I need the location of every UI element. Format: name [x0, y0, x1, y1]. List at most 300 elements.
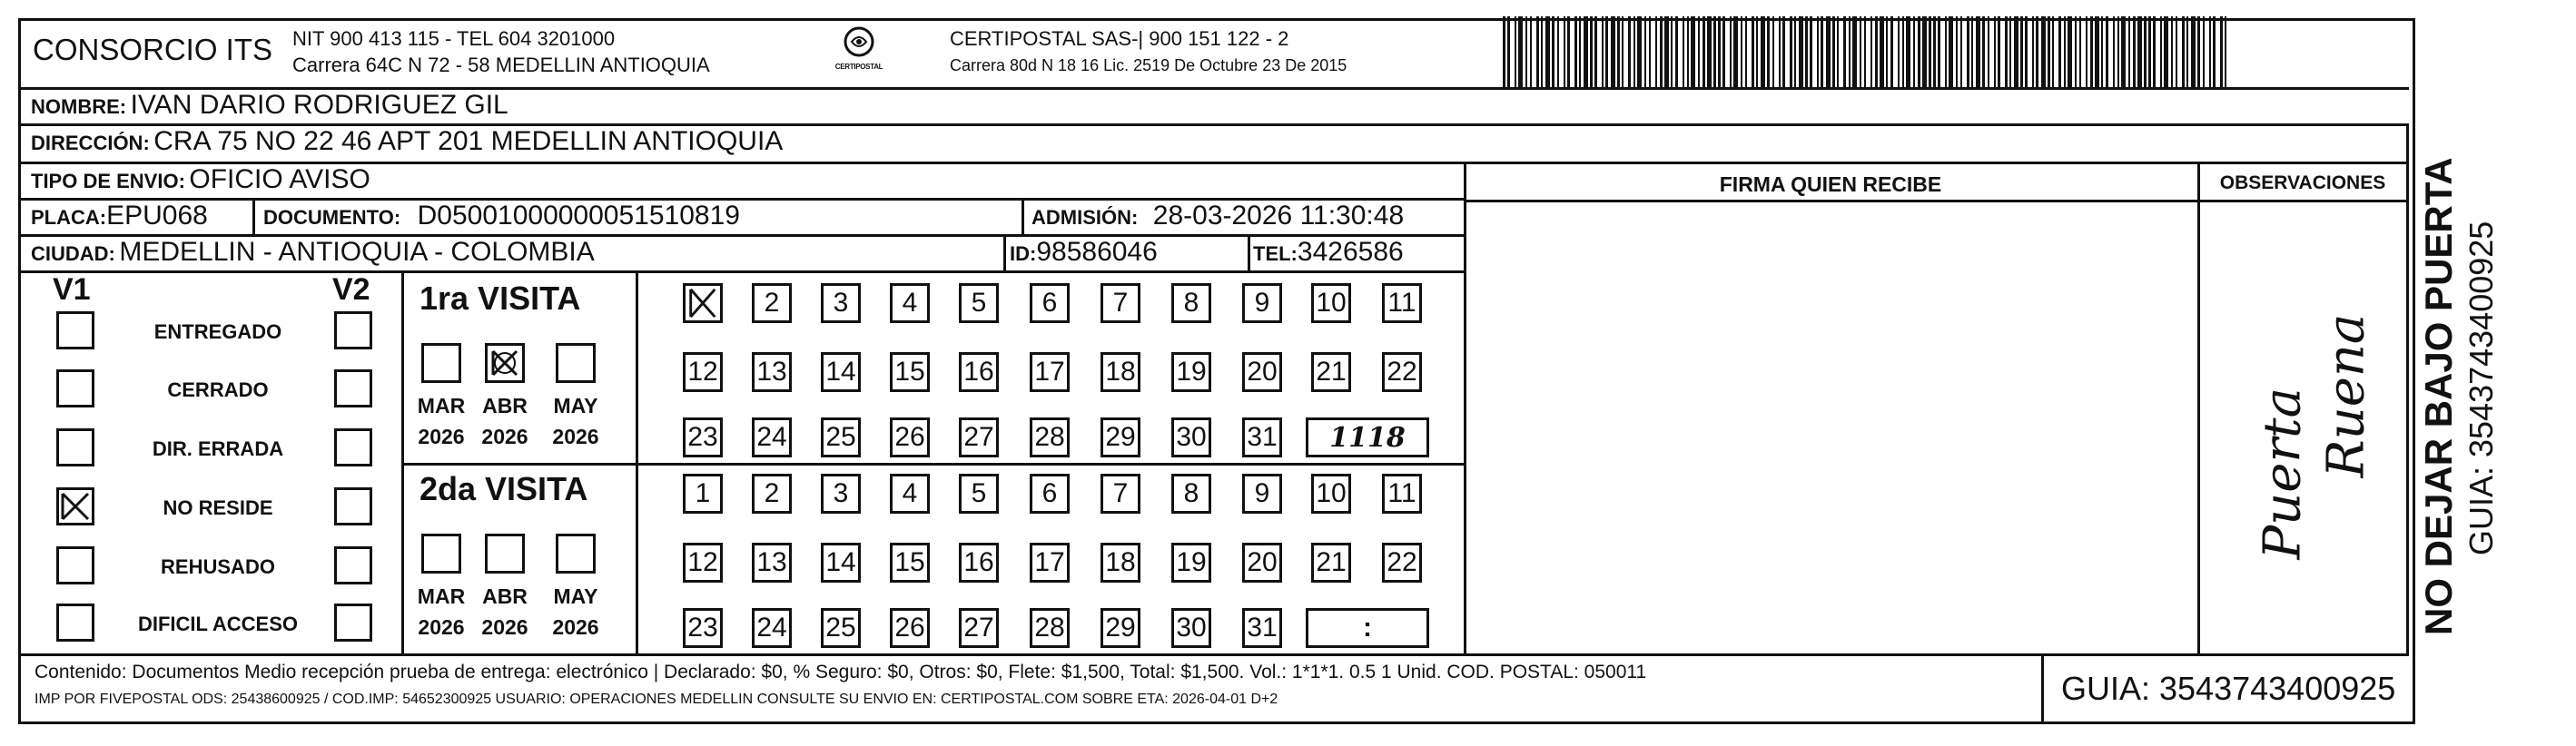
status-label: ENTREGADO — [153, 320, 282, 343]
barcode-bar — [2032, 16, 2034, 89]
day-number: 27 — [963, 613, 994, 643]
day-number: 24 — [756, 422, 787, 452]
barcode-bar — [1745, 16, 1747, 89]
barcode-bar — [1906, 16, 1910, 89]
tel-value: 3426586 — [1297, 237, 1404, 267]
barcode-bar — [2075, 16, 2077, 89]
first-visit-day-8[interactable] — [1171, 283, 1211, 323]
barcode-bar — [2121, 16, 2126, 89]
day-number: 2 — [764, 288, 780, 318]
second-visit-day-21[interactable] — [1311, 543, 1351, 583]
first-visit-day-30[interactable] — [1171, 417, 1211, 457]
day-number: 30 — [1176, 613, 1207, 643]
second-visit-day-29[interactable] — [1100, 608, 1140, 648]
month-label: ABR — [482, 394, 528, 417]
first-visit-day-20[interactable] — [1242, 352, 1282, 392]
first-visit-day-9[interactable] — [1242, 283, 1282, 323]
barcode-bar — [1794, 16, 1796, 89]
barcode-bar — [2197, 16, 2200, 89]
day-number: 20 — [1247, 547, 1278, 577]
second-visit-day-16[interactable] — [959, 543, 999, 583]
day-number: 15 — [894, 547, 925, 577]
day-number: 6 — [1041, 478, 1058, 508]
v1-checkbox[interactable] — [56, 604, 94, 642]
barcode-bar — [1628, 16, 1631, 89]
first-visit-day-10[interactable] — [1311, 283, 1351, 323]
barcode-bar — [2025, 16, 2028, 89]
year-label: 2026 — [552, 615, 599, 639]
first-visit-day-19[interactable] — [1171, 352, 1211, 392]
v1-checkbox[interactable] — [56, 428, 94, 466]
barcode-bar — [1590, 16, 1593, 89]
second-visit-day-1[interactable] — [683, 474, 723, 514]
day-number: 6 — [1041, 288, 1058, 318]
barcode-bar — [2106, 16, 2108, 89]
status-label: NO RESIDE — [163, 496, 273, 519]
day-number: 25 — [825, 422, 856, 452]
admission-value: 28-03-2026 11:30:48 — [1152, 201, 1405, 231]
barcode-bar — [2203, 16, 2205, 89]
day-number: 26 — [894, 422, 925, 452]
second-visit-time-field[interactable] — [1306, 608, 1429, 648]
second-visit-day-30[interactable] — [1171, 608, 1211, 648]
city-value: MEDELLIN - ANTIOQUIA - COLOMBIA — [119, 237, 595, 267]
first-visit-day-27[interactable] — [959, 417, 999, 457]
day-number: 12 — [687, 547, 718, 577]
day-number: 23 — [687, 422, 718, 452]
barcode-bar — [1949, 16, 1953, 89]
second-visit-day-25[interactable] — [821, 608, 861, 648]
barcode-bar — [2209, 16, 2211, 89]
type-label: TIPO DE ENVIO: — [31, 170, 185, 192]
status-label: CERRADO — [167, 378, 269, 401]
barcode-bar — [2020, 16, 2023, 89]
plate-value: EPU068 — [106, 201, 208, 231]
barcode-bar — [1584, 16, 1588, 89]
second-visit-day-22[interactable] — [1382, 543, 1422, 583]
barcode-bar — [1790, 16, 1792, 89]
recipient-address: CRA 75 NO 22 46 APT 201 MEDELLIN ANTIOQUIA — [153, 126, 784, 156]
first-visit-day-21[interactable] — [1311, 352, 1351, 392]
day-number: 21 — [1316, 357, 1347, 387]
barcode-bar — [1552, 16, 1554, 89]
admission-label: ADMISIÓN: — [1031, 206, 1139, 229]
day-number: 28 — [1034, 422, 1065, 452]
day-number: 11 — [1387, 288, 1416, 318]
barcode-bar — [1707, 16, 1712, 89]
second-visit-day-3[interactable] — [821, 474, 861, 514]
id-value: 98586046 — [1036, 237, 1158, 267]
second-visit-day-5[interactable] — [959, 474, 999, 514]
day-number: 16 — [963, 357, 994, 387]
second-visit-month-checkbox[interactable] — [485, 534, 525, 574]
barcode-bar — [1821, 16, 1823, 89]
second-visit-day-8[interactable] — [1171, 474, 1211, 514]
barcode-bar — [1644, 16, 1646, 89]
barcode-bar — [1752, 16, 1754, 89]
barcode-bar — [1671, 16, 1673, 89]
second-visit-day-14[interactable] — [821, 543, 861, 583]
day-number: 26 — [894, 613, 925, 643]
barcode-bar — [1933, 16, 1936, 89]
first-visit-day-4[interactable] — [890, 283, 930, 323]
day-number: 19 — [1176, 357, 1207, 387]
barcode-bar — [2137, 16, 2142, 89]
day-number: 31 — [1247, 422, 1278, 452]
barcode-bar — [1967, 16, 1969, 89]
day-number: 12 — [687, 357, 718, 387]
first-visit-day-14[interactable] — [821, 352, 861, 392]
v2-checkbox[interactable] — [334, 487, 372, 525]
document-value: D05001000000051510819 — [417, 201, 740, 231]
observations-area[interactable] — [2201, 203, 2404, 653]
day-number: 8 — [1183, 478, 1199, 508]
barcode-bar — [1574, 16, 1577, 89]
barcode-bar — [1898, 16, 1900, 89]
barcode-bar — [2064, 16, 2066, 89]
barcode-bar — [2005, 16, 2008, 89]
barcode-bar — [1976, 16, 1980, 89]
barcode-bar — [1799, 16, 1803, 89]
second-visit-day-17[interactable] — [1030, 543, 1070, 583]
barcode-bar — [2048, 16, 2050, 89]
second-visit-day-12[interactable] — [683, 543, 723, 583]
barcode-bar — [1880, 16, 1884, 89]
city-label: CIUDAD: — [31, 242, 115, 265]
barcode-bar — [2182, 16, 2185, 89]
document-label: DOCUMENTO: — [263, 206, 401, 229]
barcode-bar — [1649, 16, 1651, 89]
barcode-bar — [2164, 16, 2168, 89]
day-number: 29 — [1105, 613, 1136, 643]
day-number: 9 — [1254, 288, 1270, 318]
v1-checkbox[interactable] — [56, 369, 94, 407]
barcode-bar — [1703, 16, 1705, 89]
barcode — [1503, 16, 2229, 93]
v1-checkbox[interactable] — [56, 487, 94, 525]
day-number: 24 — [756, 613, 787, 643]
day-number: 19 — [1176, 547, 1207, 577]
barcode-bar — [1722, 16, 1725, 89]
barcode-bar — [2090, 16, 2093, 89]
barcode-bar — [1837, 16, 1839, 89]
recipient-name: IVAN DARIO RODRIGUEZ GIL — [130, 90, 508, 120]
first-visit-day-31[interactable] — [1242, 417, 1282, 457]
barcode-bar — [1622, 16, 1624, 89]
second-visit-day-20[interactable] — [1242, 543, 1282, 583]
barcode-bar — [1602, 16, 1604, 89]
first-visit-day-29[interactable] — [1100, 417, 1140, 457]
day-number: 10 — [1316, 288, 1347, 318]
barcode-bar — [1733, 16, 1738, 89]
barcode-bar — [1922, 16, 1927, 89]
barcode-bar — [1655, 16, 1657, 89]
barcode-bar — [1713, 16, 1716, 89]
v2-header: V2 — [332, 272, 370, 307]
month-label: ABR — [482, 584, 528, 608]
first-visit-day-6[interactable] — [1030, 283, 1070, 323]
second-visit-day-26[interactable] — [890, 608, 930, 648]
time-value: : — [1363, 613, 1372, 643]
barcode-bar — [1617, 16, 1620, 89]
second-visit-day-2[interactable] — [752, 474, 792, 514]
barcode-bar — [2133, 16, 2136, 89]
first-visit-day-28[interactable] — [1030, 417, 1070, 457]
barcode-bar — [1852, 16, 1857, 89]
day-number: 3 — [833, 288, 849, 318]
second-visit-day-13[interactable] — [752, 543, 792, 583]
address-label: DIRECCIÓN: — [31, 132, 150, 154]
first-visit-day-15[interactable] — [890, 352, 930, 392]
barcode-bar — [1530, 16, 1532, 89]
barcode-bar — [2086, 16, 2087, 89]
first-visit-month-checkbox[interactable] — [421, 343, 461, 383]
barcode-bar — [2191, 16, 2196, 89]
first-visit-time-field[interactable] — [1306, 417, 1429, 457]
v2-checkbox[interactable] — [334, 546, 372, 584]
barcode-bar — [2160, 16, 2162, 89]
second-visit-day-24[interactable] — [752, 608, 792, 648]
barcode-bar — [1675, 16, 1678, 89]
barcode-bar — [1938, 16, 1940, 89]
name-label: NOMBRE: — [31, 95, 127, 118]
barcode-bar — [1875, 16, 1878, 89]
barcode-bar — [1929, 16, 1931, 89]
status-label: DIR. ERRADA — [152, 437, 284, 460]
barcode-bar — [1564, 16, 1565, 89]
second-visit-day-6[interactable] — [1030, 474, 1070, 514]
barcode-bar — [2101, 16, 2103, 89]
shipment-type: OFICIO AVISO — [189, 164, 370, 194]
day-number: 30 — [1176, 422, 1207, 452]
day-number: 13 — [756, 547, 787, 577]
status-label: REHUSADO — [161, 555, 275, 578]
barcode-bar — [1843, 16, 1846, 89]
barcode-bar — [1611, 16, 1615, 89]
company-name: CONSORCIO ITS — [33, 33, 273, 66]
barcode-bar — [2144, 16, 2147, 89]
barcode-bar — [2225, 16, 2226, 89]
barcode-bar — [1870, 16, 1872, 89]
second-visit-day-28[interactable] — [1030, 608, 1070, 648]
barcode-bar — [1718, 16, 1721, 89]
status-label: DIFICIL ACCESO — [137, 613, 298, 635]
day-number: 8 — [1183, 288, 1199, 318]
side-guide-number: GUIA: 3543743400925 — [2462, 221, 2500, 555]
footer-guide-number: GUIA: 3543743400925 — [2061, 670, 2396, 707]
barcode-bar — [1945, 16, 1947, 89]
first-visit-month-checkbox[interactable] — [485, 343, 525, 383]
first-visit-day-3[interactable] — [821, 283, 861, 323]
observations-label: OBSERVACIONES — [2219, 172, 2386, 193]
second-visit-title: 2da VISITA — [419, 470, 588, 507]
first-visit-day-1[interactable] — [683, 283, 723, 323]
second-visit-day-9[interactable] — [1242, 474, 1282, 514]
barcode-bar — [1988, 16, 1989, 89]
first-visit-day-5[interactable] — [959, 283, 999, 323]
first-visit-day-18[interactable] — [1100, 352, 1140, 392]
barcode-bar — [2176, 16, 2177, 89]
second-visit-month-checkbox[interactable] — [421, 534, 461, 574]
barcode-bar — [2153, 16, 2156, 89]
barcode-bar — [1761, 16, 1765, 89]
day-number: 5 — [971, 288, 987, 318]
barcode-bar — [1503, 16, 1505, 89]
v1-checkbox[interactable] — [56, 546, 94, 584]
second-visit-day-19[interactable] — [1171, 543, 1211, 583]
barcode-bar — [2095, 16, 2099, 89]
day-number: 1 — [695, 478, 711, 508]
first-visit-day-25[interactable] — [821, 417, 861, 457]
barcode-bar — [1594, 16, 1597, 89]
barcode-bar — [2009, 16, 2011, 89]
first-visit-day-2[interactable] — [752, 283, 792, 323]
second-visit-day-23[interactable] — [683, 608, 723, 648]
barcode-bar — [2058, 16, 2061, 89]
day-number: 18 — [1105, 357, 1136, 387]
barcode-bar — [1660, 16, 1663, 89]
first-visit-day-26[interactable] — [890, 417, 930, 457]
barcode-bar — [1515, 16, 1516, 89]
nit-line1: NIT 900 413 115 - TEL 604 3201000 — [292, 27, 616, 50]
barcode-bar — [1541, 16, 1543, 89]
second-visit-day-4[interactable] — [890, 474, 930, 514]
barcode-bar — [1918, 16, 1920, 89]
barcode-bar — [1756, 16, 1758, 89]
day-number: 18 — [1105, 547, 1136, 577]
barcode-bar — [2117, 16, 2119, 89]
barcode-bar — [2171, 16, 2173, 89]
barcode-bar — [1687, 16, 1689, 89]
v1-checkbox[interactable] — [56, 311, 94, 349]
signature-area[interactable] — [1467, 203, 2194, 653]
barcode-bar — [1536, 16, 1539, 89]
barcode-bar — [2186, 16, 2188, 89]
barcode-bar — [1767, 16, 1770, 89]
month-label: MAR — [417, 584, 466, 608]
v1-header: V1 — [53, 272, 91, 307]
year-label: 2026 — [418, 425, 465, 448]
day-number: 25 — [825, 613, 856, 643]
barcode-bar — [1849, 16, 1851, 89]
id-label: ID: — [1010, 242, 1037, 265]
logo-text: CERTIPOSTAL — [834, 63, 883, 71]
second-visit-month-checkbox[interactable] — [556, 534, 596, 574]
barcode-bar — [1982, 16, 1985, 89]
first-visit-day-23[interactable] — [683, 417, 723, 457]
second-visit-day-10[interactable] — [1311, 474, 1351, 514]
day-number: 22 — [1387, 547, 1417, 577]
day-number: 11 — [1387, 478, 1416, 508]
barcode-bar — [1779, 16, 1781, 89]
day-number: 20 — [1247, 357, 1278, 387]
month-label: MAY — [553, 584, 598, 608]
certipostal-line1: CERTIPOSTAL SAS-| 900 151 122 - 2 — [950, 27, 1289, 50]
barcode-bar — [1960, 16, 1962, 89]
first-visit-day-12[interactable] — [683, 352, 723, 392]
v2-checkbox[interactable] — [334, 428, 372, 466]
barcode-bar — [1805, 16, 1808, 89]
first-visit-day-7[interactable] — [1100, 283, 1140, 323]
first-visit-day-13[interactable] — [752, 352, 792, 392]
barcode-bar — [2068, 16, 2072, 89]
day-number: 4 — [902, 288, 918, 318]
barcode-bar — [1691, 16, 1695, 89]
barcode-bar — [1518, 16, 1523, 89]
tel-label: TEL: — [1253, 242, 1298, 265]
first-visit-day-16[interactable] — [959, 352, 999, 392]
signature-label: FIRMA QUIEN RECIBE — [1719, 172, 1942, 196]
month-label: MAY — [553, 394, 598, 417]
barcode-bar — [1567, 16, 1570, 89]
barcode-bar — [1810, 16, 1812, 89]
barcode-bar — [1998, 16, 2000, 89]
second-visit-day-27[interactable] — [959, 608, 999, 648]
day-number: 17 — [1034, 357, 1065, 387]
barcode-bar — [1890, 16, 1893, 89]
barcode-bar — [2213, 16, 2216, 89]
barcode-bar — [1994, 16, 1996, 89]
day-number: 3 — [833, 478, 849, 508]
plate-label: PLACA: — [31, 206, 107, 229]
certipostal-line2: Carrera 80d N 18 16 Lic. 2519 De Octubre 23 De 2015 — [950, 56, 1347, 74]
day-number: 13 — [756, 357, 787, 387]
barcode-bar — [1579, 16, 1581, 89]
day-number: 29 — [1105, 422, 1136, 452]
barcode-bar — [2220, 16, 2223, 89]
day-number: 31 — [1247, 613, 1278, 643]
nit-line2: Carrera 64C N 72 - 58 MEDELLIN ANTIOQUIA — [292, 54, 710, 76]
barcode-bar — [2052, 16, 2054, 89]
barcode-bar — [1730, 16, 1732, 89]
barcode-bar — [1832, 16, 1835, 89]
year-label: 2026 — [481, 425, 528, 448]
second-visit-day-18[interactable] — [1100, 543, 1140, 583]
barcode-bar — [1772, 16, 1774, 89]
barcode-bar — [2128, 16, 2130, 89]
v2-checkbox[interactable] — [334, 311, 372, 349]
second-visit-day-31[interactable] — [1242, 608, 1282, 648]
v2-checkbox[interactable] — [334, 369, 372, 407]
barcode-bar — [1525, 16, 1527, 89]
barcode-bar — [1956, 16, 1958, 89]
second-visit-day-7[interactable] — [1100, 474, 1140, 514]
year-label: 2026 — [481, 615, 528, 639]
day-number: 15 — [894, 357, 925, 387]
barcode-bar — [1683, 16, 1684, 89]
barcode-bar — [1605, 16, 1608, 89]
second-visit-day-11[interactable] — [1382, 474, 1422, 514]
barcode-bar — [1557, 16, 1559, 89]
barcode-bar — [1637, 16, 1642, 89]
second-visit-day-15[interactable] — [890, 543, 930, 583]
v2-checkbox[interactable] — [334, 604, 372, 642]
day-number: 2 — [764, 478, 780, 508]
barcode-bar — [1698, 16, 1700, 89]
barcode-bar — [1741, 16, 1742, 89]
barcode-bar — [2036, 16, 2038, 89]
first-visit-day-22[interactable] — [1382, 352, 1422, 392]
first-visit-day-24[interactable] — [752, 417, 792, 457]
year-label: 2026 — [552, 425, 599, 448]
first-visit-day-11[interactable] — [1382, 283, 1422, 323]
first-visit-day-17[interactable] — [1030, 352, 1070, 392]
footer-content-line: Contenido: Documentos Medio recepción prueba de entrega: electrónico | Declarado: $0, % Seguro: $0, Otros: $0, Flete: $1,500, Total: $1,500. Vol.: 1*1*1. 0.5 1 Unid. COD. POSTAL: 050011 — [35, 662, 1647, 682]
handwritten-note-1: Puerta — [2253, 387, 2313, 560]
barcode-bar — [1817, 16, 1819, 89]
first-visit-month-checkbox[interactable] — [556, 343, 596, 383]
barcode-bar — [1507, 16, 1510, 89]
